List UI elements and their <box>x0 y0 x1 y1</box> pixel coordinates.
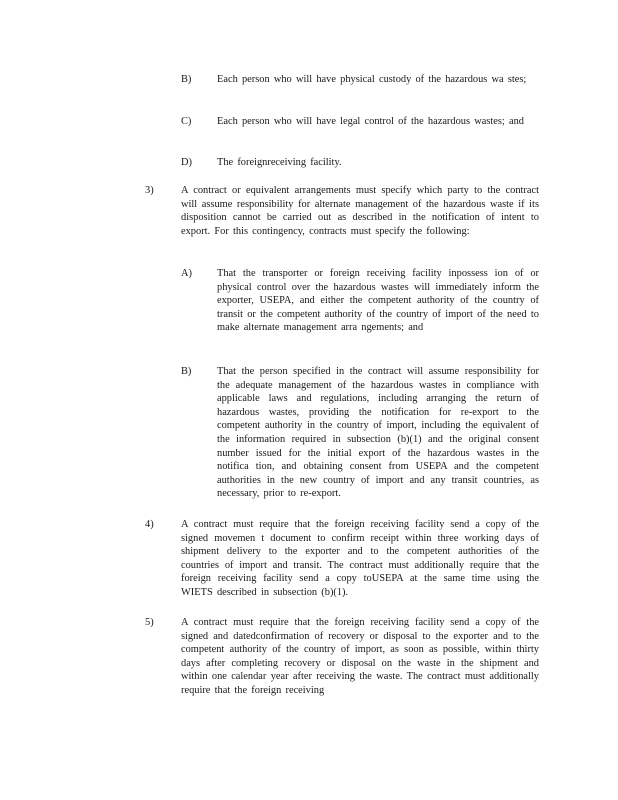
item-label: B) <box>181 366 192 377</box>
item-text: A contract must require that the foreign receiving facility send a copy of the signed movemen t document to confirm receipt within three working days of shipment delivery to the exporter and to the competent authorities of the countries of import and transit. The contract must additionally require that the foreign receiving facility send a copy toUSEPA at the same time using the WIETS described in subsection (b)(1). <box>181 519 539 598</box>
item-label: 5) <box>145 617 154 628</box>
item-text: Each person who will have legal control of the hazardous wastes; and <box>217 116 525 127</box>
item-label: D) <box>181 157 192 168</box>
item-label: B) <box>181 74 192 85</box>
item-text: That the person specified in the contract will assume responsibility for the adequate management of the hazardous wastes in compliance with applicable laws and regulations, including arranging the return of hazardous wastes, providing the notification for re-export to the competent authority in the country of import, including the equivalent of the information required in subsection (b)(1) and the original consent number issued for the initial export of the hazardous wastes in the notifica tion, and obtaining consent from USEPA and the competent authorities in the new country of import and any transit countries, as necessary, prior to re-export. <box>217 366 539 500</box>
item-text: Each person who will have physical custody of the hazardous wa stes; <box>217 74 527 85</box>
item-text: A contract must require that the foreign receiving facility send a copy of the signed and datedconfirmation of recovery or disposal to the exporter and to the competent authority of the country of import, as soon as possible, within thirty days after completing recovery or disposal on the waste in the shipment and within one calendar year after receiving the waste. The contract must additionally require that the foreign receiving <box>181 617 539 696</box>
item-label: 4) <box>145 519 154 530</box>
item-text: The foreignreceiving facility. <box>217 157 342 168</box>
item-label: C) <box>181 116 192 127</box>
item-text: That the transporter or foreign receiving facility inpossess ion of or physical control over the hazardous wastes will immediately inform the exporter, USEPA, and either the competent authority of the country of transit or the competent authority of the country of import of the need to make alternate management arra ngements; and <box>217 268 539 334</box>
item-text: A contract or equivalent arrangements must specify which party to the contract will assume responsibility for alternate management of the hazardous waste if its disposition cannot be carried out as described in the notification of intent to export. For this contingency, contracts must specify the following: <box>181 185 539 237</box>
item-label: 3) <box>145 185 154 196</box>
item-label: A) <box>181 268 192 279</box>
